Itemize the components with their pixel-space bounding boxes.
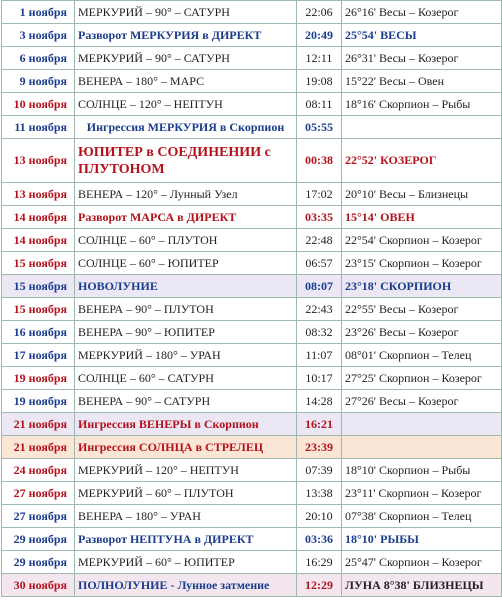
table-row bbox=[2, 505, 502, 528]
time-cell: 10:17 bbox=[297, 367, 342, 390]
time-cell: 07:39 bbox=[297, 459, 342, 482]
event-cell: МЕРКУРИЙ – 120° – НЕПТУН bbox=[75, 459, 297, 482]
table-row bbox=[2, 139, 502, 183]
event-cell: МЕРКУРИЙ – 60° – ЮПИТЕР bbox=[75, 551, 297, 574]
date-cell: 15 ноября bbox=[2, 298, 75, 321]
time-cell: 22:43 bbox=[297, 298, 342, 321]
position-cell: ЛУНА 8°38' БЛИЗНЕЦЫ bbox=[342, 574, 502, 597]
table-row bbox=[2, 252, 502, 275]
time-cell: 13:38 bbox=[297, 482, 342, 505]
event-cell: Ингрессия СОЛНЦА в СТРЕЛЕЦ bbox=[75, 436, 297, 459]
position-cell: 23°11' Скорпион – Козерог bbox=[342, 482, 502, 505]
date-cell: 29 ноября bbox=[2, 551, 75, 574]
table-row bbox=[2, 24, 502, 47]
time-cell: 12:29 bbox=[297, 574, 342, 597]
event-cell: ВЕНЕРА – 120° – Лунный Узел bbox=[75, 183, 297, 206]
position-cell bbox=[342, 413, 502, 436]
time-cell: 08:11 bbox=[297, 93, 342, 116]
event-cell: ВЕНЕРА – 90° – ПЛУТОН bbox=[75, 298, 297, 321]
event-cell: ВЕНЕРА – 180° – УРАН bbox=[75, 505, 297, 528]
table-row bbox=[2, 70, 502, 93]
event-cell: СОЛНЦЕ – 60° – САТУРН bbox=[75, 367, 297, 390]
time-cell: 20:49 bbox=[297, 24, 342, 47]
date-cell: 3 ноября bbox=[2, 24, 75, 47]
time-cell: 23:39 bbox=[297, 436, 342, 459]
time-cell: 19:08 bbox=[297, 70, 342, 93]
date-cell: 19 ноября bbox=[2, 367, 75, 390]
event-cell: Ингрессия МЕРКУРИЯ в Скорпион bbox=[75, 116, 297, 139]
table-row bbox=[2, 229, 502, 252]
position-cell: 22°55' Весы – Козерог bbox=[342, 298, 502, 321]
position-cell: 22°54' Скорпион – Козерог bbox=[342, 229, 502, 252]
position-cell bbox=[342, 436, 502, 459]
position-cell: 18°10' РЫБЫ bbox=[342, 528, 502, 551]
time-cell: 12:11 bbox=[297, 47, 342, 70]
event-cell: СОЛНЦЕ – 120° – НЕПТУН bbox=[75, 93, 297, 116]
event-cell: СОЛНЦЕ – 60° – ЮПИТЕР bbox=[75, 252, 297, 275]
event-cell: НОВОЛУНИЕ bbox=[75, 275, 297, 298]
time-cell: 22:06 bbox=[297, 1, 342, 24]
date-cell: 21 ноября bbox=[2, 413, 75, 436]
event-cell: ВЕНЕРА – 90° – ЮПИТЕР bbox=[75, 321, 297, 344]
date-cell: 21 ноября bbox=[2, 436, 75, 459]
date-cell: 13 ноября bbox=[2, 183, 75, 206]
position-cell: 18°16' Скорпион – Рыбы bbox=[342, 93, 502, 116]
table-row bbox=[2, 390, 502, 413]
date-cell: 10 ноября bbox=[2, 93, 75, 116]
time-cell: 08:32 bbox=[297, 321, 342, 344]
date-cell: 6 ноября bbox=[2, 47, 75, 70]
position-cell: 08°01' Скорпион – Телец bbox=[342, 344, 502, 367]
position-cell: 23°18' СКОРПИОН bbox=[342, 275, 502, 298]
position-cell: 27°26' Весы – Козерог bbox=[342, 390, 502, 413]
astro-events-table bbox=[1, 0, 502, 597]
time-cell: 08:07 bbox=[297, 275, 342, 298]
event-cell: МЕРКУРИЙ – 90° – САТУРН bbox=[75, 1, 297, 24]
time-cell: 03:36 bbox=[297, 528, 342, 551]
date-cell: 13 ноября bbox=[2, 139, 75, 183]
table-row bbox=[2, 183, 502, 206]
position-cell: 15°22' Весы – Овен bbox=[342, 70, 502, 93]
time-cell: 17:02 bbox=[297, 183, 342, 206]
time-cell: 11:07 bbox=[297, 344, 342, 367]
table-row bbox=[2, 574, 502, 597]
table-row bbox=[2, 116, 502, 139]
table-row bbox=[2, 298, 502, 321]
table-row bbox=[2, 1, 502, 24]
date-cell: 14 ноября bbox=[2, 206, 75, 229]
table-row bbox=[2, 344, 502, 367]
date-cell: 14 ноября bbox=[2, 229, 75, 252]
table-row bbox=[2, 436, 502, 459]
position-cell: 15°14' ОВЕН bbox=[342, 206, 502, 229]
table-row bbox=[2, 528, 502, 551]
time-cell: 00:38 bbox=[297, 139, 342, 183]
event-cell: МЕРКУРИЙ – 90° – САТУРН bbox=[75, 47, 297, 70]
table-row bbox=[2, 413, 502, 436]
table-row bbox=[2, 47, 502, 70]
position-cell: 22°52' КОЗЕРОГ bbox=[342, 139, 502, 183]
position-cell: 23°26' Весы – Козерог bbox=[342, 321, 502, 344]
event-cell: Разворот МАРСА в ДИРЕКТ bbox=[75, 206, 297, 229]
position-cell: 23°15' Скорпион – Козерог bbox=[342, 252, 502, 275]
time-cell: 03:35 bbox=[297, 206, 342, 229]
date-cell: 15 ноября bbox=[2, 252, 75, 275]
event-cell: Разворот МЕРКУРИЯ в ДИРЕКТ bbox=[75, 24, 297, 47]
time-cell: 05:55 bbox=[297, 116, 342, 139]
date-cell: 17 ноября bbox=[2, 344, 75, 367]
event-cell: ВЕНЕРА – 90° – САТУРН bbox=[75, 390, 297, 413]
event-cell: СОЛНЦЕ – 60° – ПЛУТОН bbox=[75, 229, 297, 252]
position-cell bbox=[342, 116, 502, 139]
table-row bbox=[2, 321, 502, 344]
date-cell: 29 ноября bbox=[2, 528, 75, 551]
event-cell: ЮПИТЕР в СОЕДИНЕНИИ с ПЛУТОНОМ bbox=[75, 139, 297, 183]
table-row bbox=[2, 482, 502, 505]
position-cell: 25°47' Скорпион – Козерог bbox=[342, 551, 502, 574]
table-row bbox=[2, 367, 502, 390]
time-cell: 20:10 bbox=[297, 505, 342, 528]
date-cell: 16 ноября bbox=[2, 321, 75, 344]
date-cell: 11 ноября bbox=[2, 116, 75, 139]
event-cell: МЕРКУРИЙ – 180° – УРАН bbox=[75, 344, 297, 367]
position-cell: 20°10' Весы – Близнецы bbox=[342, 183, 502, 206]
position-cell: 25°54' ВЕСЫ bbox=[342, 24, 502, 47]
event-cell: ВЕНЕРА – 180° – МАРС bbox=[75, 70, 297, 93]
date-cell: 1 ноября bbox=[2, 1, 75, 24]
date-cell: 9 ноября bbox=[2, 70, 75, 93]
position-cell: 26°31' Весы – Козерог bbox=[342, 47, 502, 70]
table-row bbox=[2, 275, 502, 298]
time-cell: 22:48 bbox=[297, 229, 342, 252]
position-cell: 07°38' Скорпион – Телец bbox=[342, 505, 502, 528]
event-cell: ПОЛНОЛУНИЕ - Лунное затмение bbox=[75, 574, 297, 597]
time-cell: 16:21 bbox=[297, 413, 342, 436]
date-cell: 27 ноября bbox=[2, 505, 75, 528]
table-row bbox=[2, 206, 502, 229]
date-cell: 15 ноября bbox=[2, 275, 75, 298]
time-cell: 14:28 bbox=[297, 390, 342, 413]
table-row bbox=[2, 459, 502, 482]
event-cell: МЕРКУРИЙ – 60° – ПЛУТОН bbox=[75, 482, 297, 505]
event-cell: Ингрессия ВЕНЕРЫ в Скорпион bbox=[75, 413, 297, 436]
date-cell: 24 ноября bbox=[2, 459, 75, 482]
date-cell: 19 ноября bbox=[2, 390, 75, 413]
position-cell: 27°25' Скорпион – Козерог bbox=[342, 367, 502, 390]
event-cell: Разворот НЕПТУНА в ДИРЕКТ bbox=[75, 528, 297, 551]
time-cell: 16:29 bbox=[297, 551, 342, 574]
date-cell: 30 ноября bbox=[2, 574, 75, 597]
time-cell: 06:57 bbox=[297, 252, 342, 275]
table-row bbox=[2, 93, 502, 116]
position-cell: 26°16' Весы – Козерог bbox=[342, 1, 502, 24]
table-row bbox=[2, 551, 502, 574]
position-cell: 18°10' Скорпион – Рыбы bbox=[342, 459, 502, 482]
date-cell: 27 ноября bbox=[2, 482, 75, 505]
